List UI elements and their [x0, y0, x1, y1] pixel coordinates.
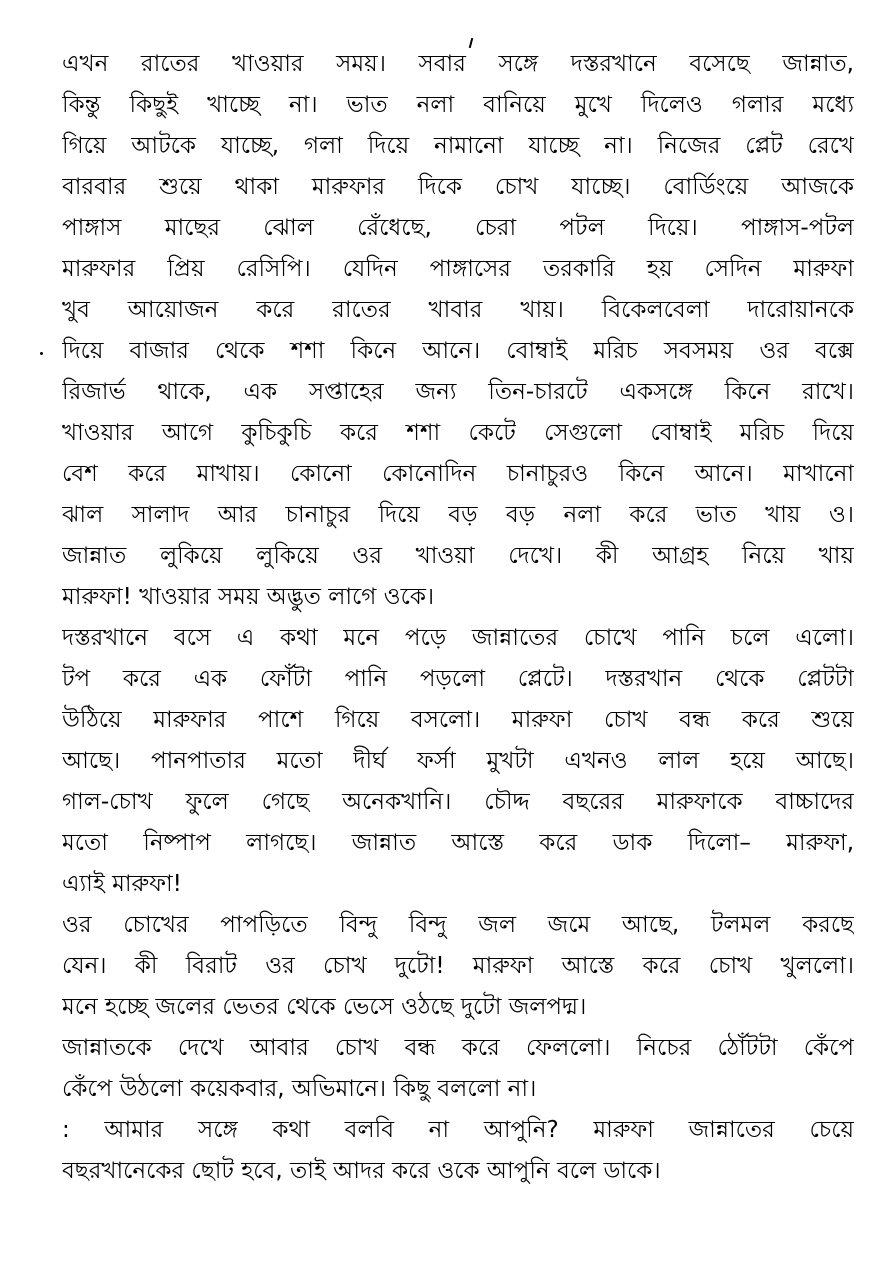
text-line: গিয়ে আটকে যাচ্ছে, গলা দিয়ে নামানো যাচ্ছে না। নিজের প্লেট রেখে [62, 133, 854, 159]
text-line: ঝাল সালাদ আর চানাচুর দিয়ে বড় বড় নলা করে ভাত খায় ও। [62, 502, 854, 528]
text-line: এখন রাতের খাওয়ার সময়। সবার সঙ্গে দস্তরখানে বসেছে জান্নাত, [62, 51, 854, 77]
text-line: টপ করে এক ফোঁটা পানি পড়লো প্লেটে। দস্তরখান থেকে প্লেটটা [62, 666, 854, 692]
text-line: : আমার সঙ্গে কথা বলবি না আপুনি? মারুফা জান্নাতের চেয়ে [62, 1117, 854, 1143]
text-line: জান্নাতকে দেখে আবার চোখ বন্ধ করে ফেললো। নিচের ঠোঁটটা কেঁপে [62, 1035, 854, 1061]
paragraph [62, 1110, 854, 1192]
text-line: মনে হচ্ছে জলের ভেতর থেকে ভেসে ওঠছে দুটো জলপদ্ম। [62, 994, 587, 1020]
text-line: এ্যাই মারুফা! [62, 871, 182, 897]
text-line: পাঙ্গাস মাছের ঝোল রেঁধেছে, চেরা পটল দিয়ে। পাঙ্গাস-পটল [62, 215, 854, 241]
paragraph [62, 1028, 854, 1110]
text-line: কিন্তু কিছুই খাচ্ছে না। ভাত নলা বানিয়ে মুখে দিলেও গলার মধ্যে [62, 92, 854, 118]
text-line: বছরখানেকের ছোট হবে, তাই আদর করে ওকে আপুনি বলে ডাকে। [62, 1158, 661, 1184]
text-line: ওর চোখের পাপড়িতে বিন্দু বিন্দু জল জমে আছে, টলমল করছে [62, 912, 854, 938]
text-line: মারুফা! খাওয়ার সময় অদ্ভুত লাগে ওকে। [62, 584, 435, 610]
text-line: দিয়ে বাজার থেকে শশা কিনে আনে। বোম্বাই মরিচ সবসময় ওর বক্সে [62, 338, 854, 364]
text-line: খাওয়ার আগে কুচিকুচি করে শশা কেটে সেগুলো বোম্বাই মরিচ দিয়ে [62, 420, 854, 446]
paragraph [62, 905, 854, 1028]
text-line: বেশ করে মাখায়। কোনো কোনোদিন চানাচুরও কিনে আনে। মাখানো [62, 461, 854, 487]
text-line: খুব আয়োজন করে রাতের খাবার খায়। বিকেলবেলা দারোয়ানকে [62, 297, 854, 323]
paragraph [62, 618, 854, 905]
text-line: কেঁপে উঠলো কয়েকবার, অভিমানে। কিছু বললো না। [62, 1076, 537, 1102]
text-line: মারুফার প্রিয় রেসিপি। যেদিন পাঙ্গাসের তরকারি হয় সেদিন মারুফা [62, 256, 854, 282]
text-line: বারবার শুয়ে থাকা মারুফার দিকে চোখ যাচ্ছে। বোর্ডিংয়ে আজকে [62, 174, 854, 200]
text-line: গাল-চোখ ফুলে গেছে অনেকখানি। চৌদ্দ বছরের মারুফাকে বাচ্চাদের [62, 789, 854, 815]
text-line: উঠিয়ে মারুফার পাশে গিয়ে বসলো। মারুফা চোখ বন্ধ করে শুয়ে [62, 707, 854, 733]
text-line: রিজার্ভ থাকে, এক সপ্তাহের জন্য তিন-চারটে একসঙ্গে কিনে রাখে। [62, 379, 854, 405]
body-text [62, 44, 854, 1192]
margin-dot [40, 352, 43, 355]
text-line: যেন। কী বিরাট ওর চোখ দুটো! মারুফা আস্তে করে চোখ খুললো। [62, 953, 854, 979]
paragraph [62, 44, 854, 618]
text-line: আছে। পানপাতার মতো দীর্ঘ ফর্সা মুখটা এখনও লাল হয়ে আছে। [62, 748, 854, 774]
text-line: মতো নিষ্পাপ লাগছে। জান্নাত আস্তে করে ডাক দিলো– মারুফা, [62, 830, 854, 856]
text-line: জান্নাত লুকিয়ে লুকিয়ে ওর খাওয়া দেখে। কী আগ্রহ নিয়ে খায় [62, 543, 854, 569]
text-line: দস্তরখানে বসে এ কথা মনে পড়ে জান্নাতের চোখে পানি চলে এলো। [62, 625, 854, 651]
